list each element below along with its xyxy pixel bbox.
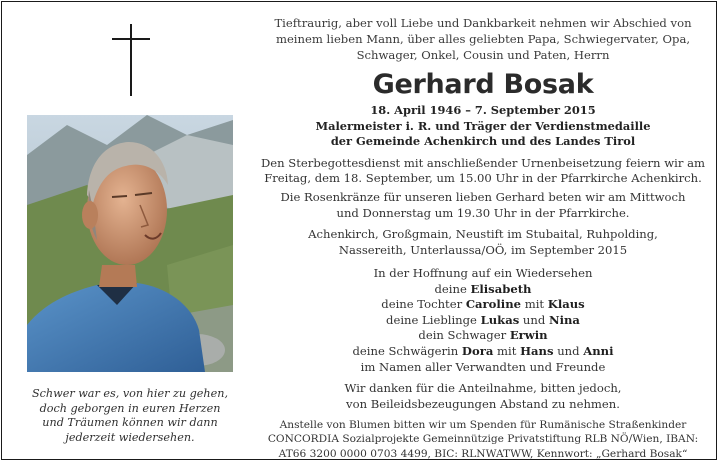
family-line-daughter: deine Tochter Caroline mit Klaus — [381, 297, 585, 312]
life-details — [252, 103, 714, 150]
rosary-line: Die Rosenkränze für unseren lieben Gerhard beten wir am Mittwoch — [280, 190, 686, 205]
places-line: Achenkirch, Großgmain, Neustift im Stubaital, Ruhpolding, — [308, 227, 658, 242]
deceased-name: Gerhard Bosak — [372, 69, 594, 100]
thanks-line: Wir danken für die Anteilnahme, bitten jedoch, — [344, 381, 622, 396]
places-and-date — [252, 227, 714, 258]
places-line: Nassereith, Unterlaussa/OÖ, im September 2015 — [338, 242, 628, 257]
intro-line: meinem lieben Mann, über alles geliebten Papa, Schwiegervater, Opa, — [275, 32, 691, 46]
announcement-text — [252, 15, 714, 460]
family-line-wife: deine Elisabeth — [434, 281, 532, 296]
rosary-line: und Donnerstag um 19.30 Uhr in der Pfarrkirche. — [336, 205, 630, 220]
donation-line: Anstelle von Blumen bitten wir um Spenden für Rumänische Straßenkinder — [279, 418, 687, 431]
honor-line: Malermeister i. R. und Träger der Verdienstmedaille — [315, 118, 651, 133]
intro-line: Schwager, Onkel, Cousin und Paten, Herrn — [356, 48, 610, 62]
funeral-service-info — [252, 156, 714, 187]
family-list — [252, 266, 714, 375]
cross-icon — [112, 24, 150, 96]
family-line-grandchildren: deine Lieblinge Lukas und Nina — [386, 312, 580, 327]
rosary-info — [252, 190, 714, 221]
service-line: Freitag, dem 18. September, um 15.00 Uhr in der Pfarrkirche Achenkirch. — [264, 170, 702, 185]
memorial-quote — [12, 387, 248, 445]
thanks-text — [252, 381, 714, 412]
honor-line: der Gemeinde Achenkirch und des Landes Tirol — [330, 134, 636, 148]
donation-info — [252, 418, 714, 460]
service-line: Den Sterbegottesdienst mit anschließender Urnenbeisetzung feiern wir am — [261, 155, 705, 170]
obituary-notice — [1, 1, 717, 460]
intro-text — [252, 15, 714, 63]
quote-line: doch geborgen in euren Herzen — [39, 401, 221, 415]
intro-line: Tieftraurig, aber voll Liebe und Dankbarkeit nehmen wir Abschied von — [274, 16, 692, 30]
quote-line: und Träumen können wir dann — [42, 416, 218, 430]
thanks-line: von Beileidsbezeugungen Abstand zu nehmen. — [346, 396, 620, 411]
family-line-relatives: im Namen aller Verwandten und Freunde — [360, 359, 606, 374]
quote-line: Schwer war es, von hier zu gehen, — [31, 387, 228, 400]
family-line-sister-in-law: deine Schwägerin Dora mit Hans und Anni — [352, 343, 614, 358]
donation-line: AT66 3200 0000 0703 4499, BIC: RLNWATWW, Kennwort: „Gerhard Bosak“ — [278, 447, 688, 460]
donation-line: CONCORDIA Sozialprojekte Gemeinnützige Privatstiftung RLB NÖ/Wien, IBAN: — [267, 433, 699, 446]
portrait-photo — [27, 115, 233, 372]
quote-line: jederzeit wiedersehen. — [65, 430, 195, 444]
life-dates: 18. April 1946 – 7. September 2015 — [370, 103, 596, 117]
hope-line: In der Hoffnung auf ein Wiedersehen — [373, 265, 593, 280]
family-line-brother-in-law: dein Schwager Erwin — [418, 328, 548, 343]
